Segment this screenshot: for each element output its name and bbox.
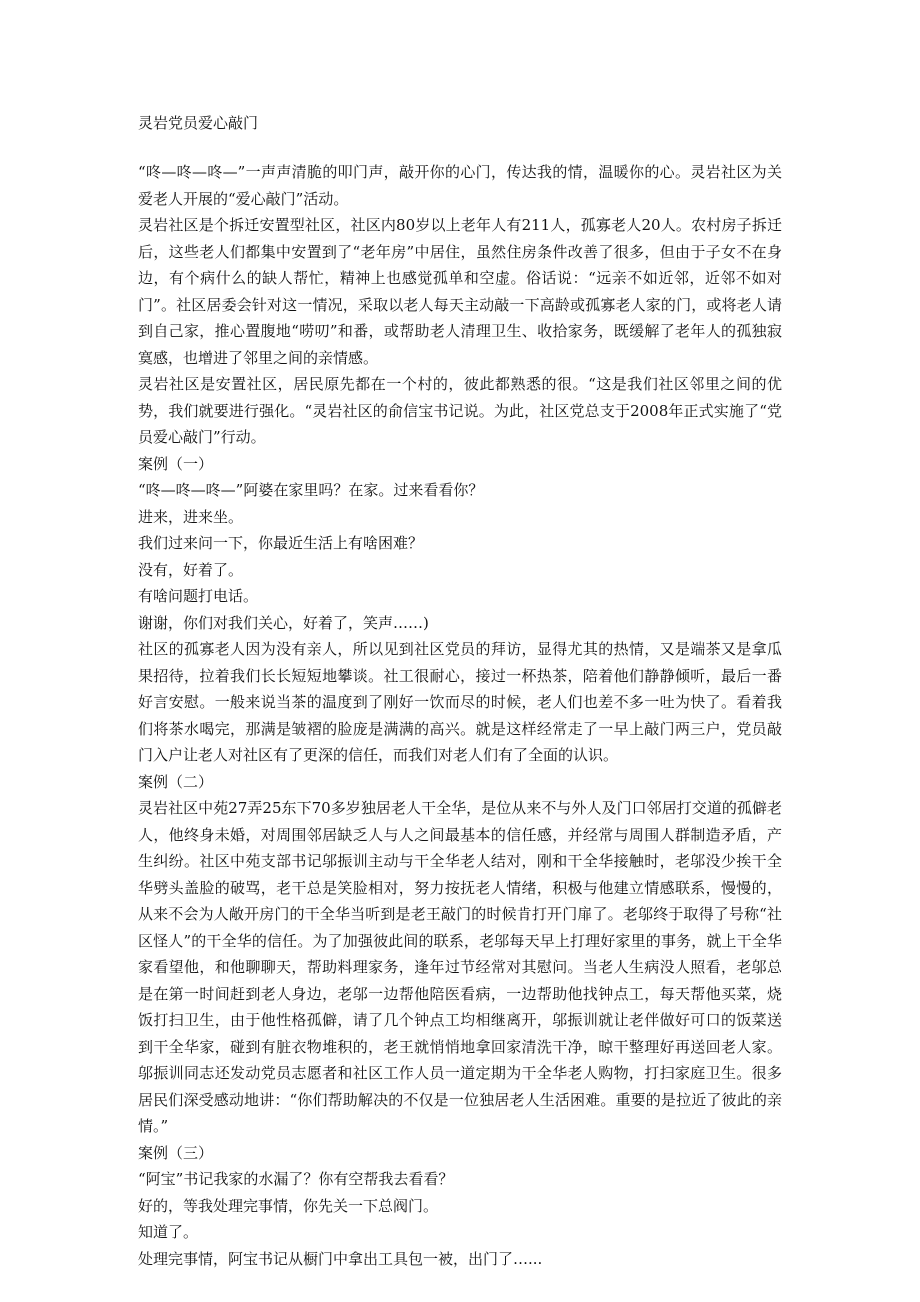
case-heading-3: 案例（三） — [138, 1143, 214, 1162]
case-2-paragraph: 灵岩社区中苑27弄25东下70多岁独居老人干全华，是位从来不与外人及门口邻居打交道的孤僻老人，他终身未婚，对周围邻居缺乏人与人之间最基本的信任感，并经常与周围人群制造矛盾，产生纠纷。社区中苑支部书记邬振训主动与干全华老人结对，刚和干全华接触时，老邬没少挨干全华劈头盖脸的破骂，老干总是笑脸相对，努力按抚老人情绪，积极与他建立情感联系，慢慢的，从来不会为人敞开房门的干全华当听到是老王敲门的时候肯打开门扉了。老邬终于取得了号称“社区怪人”的干全华的信任。为了加强彼此间的联系，老邬每天早上打理好家里的事务，就上干全华家看望他，和他聊聊天，帮助料理家务，逢年过节经常对其慰问。当老人生病没人照看，老邬总是在第一时间赶到老人身边，老邬一边帮他陪医看病，一边帮助他找钟点工，每天帮他买菜，烧饭打扫卫生，由于他性格孤僻，请了几个钟点工均相继离开，邬振训就让老伴做好可口的饭菜送到干全华家，碰到有脏衣物堆积的，老王就悄悄地拿回家清洗干净，晾干整理好再送回老人家。邬振训同志还发动党员志愿者和社区工作人员一道定期为干全华老人购物，打扫家庭卫生。很多居民们深受感动地讲：“你们帮助解决的不仅是一位独居老人生活困难。重要的是拉近了彼此的亲情。” — [138, 799, 782, 1135]
case-1-paragraph: 社区的孤寡老人因为没有亲人，所以见到社区党员的拜访，显得尤其的热情，又是端茶又是拿瓜果招待，拉着我们长长短短地攀谈。社工很耐心，接过一杯热茶，陪着他们静静倾听，最后一番好言安慰。一般来说当茶的温度到了刚好一饮而尽的时候，老人们也差不多一吐为快了。看着我们将茶水喝完，那满是皱褶的脸庞是满满的高兴。就是这样经常走了一早上敲门两三户，党员敲门入户让老人对社区有了更深的信任，而我们对老人们有了全面的认识。 — [138, 640, 782, 764]
closing-line: 处理完事情，阿宝书记从橱门中拿出工具包一被，出门了…... — [138, 1249, 543, 1268]
title-spacer — [138, 136, 782, 159]
dialogue-line: 没有，好着了。 — [138, 560, 244, 579]
document-title: 灵岩党员爱心敲门 — [138, 114, 259, 132]
dialogue-line: “阿宝”书记我家的水漏了？你有空帮我去看看？ — [138, 1170, 454, 1188]
dialogue-line: 好的，等我处理完事情，你先关一下总阀门。 — [138, 1196, 439, 1215]
background-paragraph: 灵岩社区是个拆迁安置型社区，社区内80岁以上老年人有211人，孤寡老人20人。农村房子拆迁后，这些老人们都集中安置到了“老年房”中居住，虽然住房条件改善了很多，但由于子女不在身边，有个病什么的缺人帮忙，精神上也感觉孤单和空虚。俗话说：“远亲不如近邻，近邻不如对门”。社区居委会针对这一情况，采取以老人每天主动敲一下高龄或孤寡老人家的门，或将老人请到自己家，推心置腹地“唠叨”和番，或帮助老人清理卫生、收拾家务，既缓解了老年人的孤独寂寞感，也增进了邻里之间的亲情感。 — [138, 216, 782, 367]
document-body — [138, 159, 782, 1272]
dialogue-line: 知道了。 — [138, 1223, 199, 1241]
dialogue-line: 谢谢，你们对我们关心，好着了，笑声……) — [138, 613, 429, 632]
action-paragraph: 灵岩社区是安置社区，居民原先都在一个村的，彼此都熟悉的很。“这是我们社区邻里之间的优势，我们就要进行强化。“灵岩社区的俞信宝书记说。为此，社区党总支于2008年正式实施了“党员爱心敲门”行动。 — [138, 375, 782, 446]
dialogue-line: 我们过来问一下，你最近生活上有啥困难？ — [138, 534, 424, 552]
case-heading-1: 案例（一） — [138, 454, 214, 473]
dialogue-line: “咚—咚—咚—”阿婆在家里吗？在家。过来看看你？ — [138, 481, 484, 499]
case-heading-2: 案例（二） — [138, 772, 214, 791]
dialogue-line: 有啥问题打电话。 — [138, 587, 259, 605]
dialogue-line: 进来，进来坐。 — [138, 507, 244, 526]
document-page — [138, 110, 782, 1272]
intro-paragraph: “咚—咚—咚—”一声声清脆的叩门声，敲开你的心门，传达我的情，温暖你的心。灵岩社区为关爱老人开展的“爱心敲门”活动。 — [138, 163, 782, 208]
